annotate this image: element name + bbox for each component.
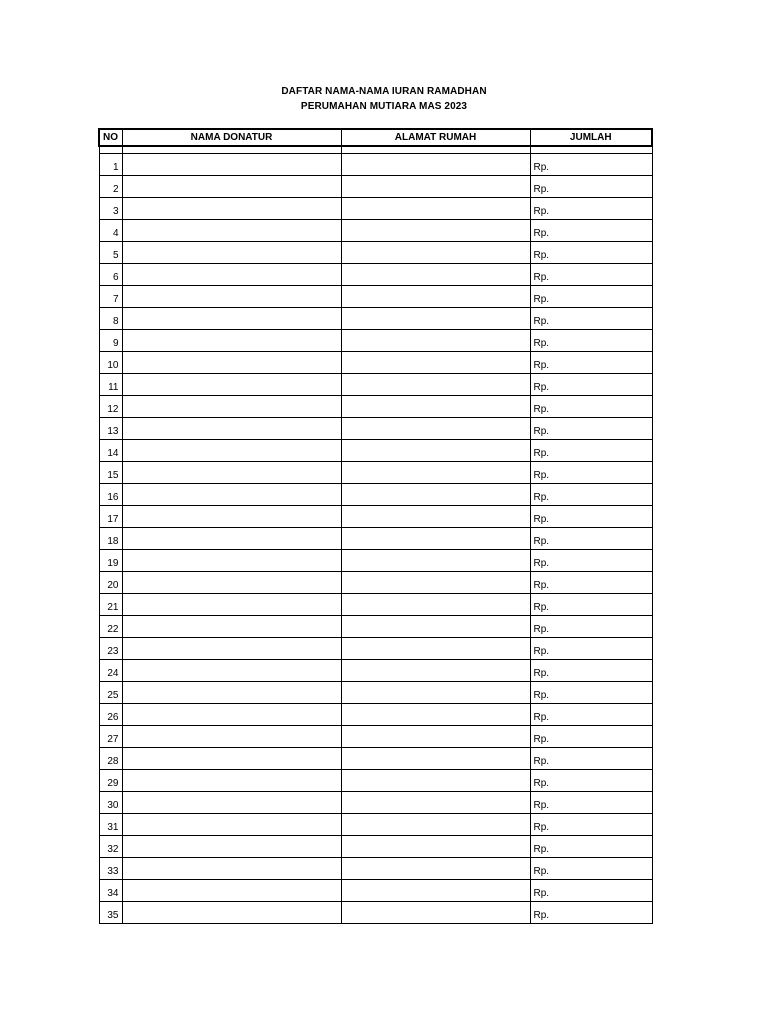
amount-cell[interactable]: Rp.	[530, 682, 652, 704]
amount-cell[interactable]: Rp.	[530, 902, 652, 924]
amount-cell[interactable]: Rp.	[530, 748, 652, 770]
table-row	[99, 528, 652, 550]
donor-name-cell[interactable]	[122, 154, 341, 176]
donor-name-cell[interactable]	[122, 308, 341, 330]
address-cell[interactable]	[341, 616, 530, 638]
address-cell[interactable]	[341, 682, 530, 704]
amount-cell[interactable]: Rp.	[530, 176, 652, 198]
spacer-cell	[122, 146, 341, 154]
amount-cell[interactable]: Rp.	[530, 154, 652, 176]
spacer-cell	[530, 146, 652, 154]
address-cell[interactable]	[341, 902, 530, 924]
amount-cell[interactable]: Rp.	[530, 726, 652, 748]
row-number: 11	[99, 374, 122, 396]
donor-name-cell[interactable]	[122, 528, 341, 550]
row-number: 10	[99, 352, 122, 374]
row-number: 16	[99, 484, 122, 506]
table-row	[99, 638, 652, 660]
amount-cell[interactable]: Rp.	[530, 220, 652, 242]
donor-name-cell[interactable]	[122, 374, 341, 396]
table-row	[99, 880, 652, 902]
table-body	[99, 146, 652, 924]
donor-name-cell[interactable]	[122, 440, 341, 462]
donor-name-cell[interactable]	[122, 726, 341, 748]
address-cell[interactable]	[341, 396, 530, 418]
donor-name-cell[interactable]	[122, 704, 341, 726]
address-cell[interactable]	[341, 880, 530, 902]
row-number: 19	[99, 550, 122, 572]
amount-cell[interactable]: Rp.	[530, 374, 652, 396]
column-header-alamat-rumah: ALAMAT RUMAH	[341, 129, 530, 146]
donor-name-cell[interactable]	[122, 858, 341, 880]
spacer-cell	[341, 146, 530, 154]
amount-cell[interactable]: Rp.	[530, 198, 652, 220]
donor-name-cell[interactable]	[122, 220, 341, 242]
table-row	[99, 198, 652, 220]
table-row	[99, 396, 652, 418]
row-number: 8	[99, 308, 122, 330]
address-cell[interactable]	[341, 638, 530, 660]
amount-cell[interactable]: Rp.	[530, 836, 652, 858]
amount-cell[interactable]: Rp.	[530, 352, 652, 374]
amount-cell[interactable]: Rp.	[530, 308, 652, 330]
address-cell[interactable]	[341, 176, 530, 198]
amount-cell[interactable]: Rp.	[530, 484, 652, 506]
donor-name-cell[interactable]	[122, 616, 341, 638]
amount-cell[interactable]: Rp.	[530, 638, 652, 660]
row-number: 4	[99, 220, 122, 242]
row-number: 2	[99, 176, 122, 198]
table-row	[99, 550, 652, 572]
address-cell[interactable]	[341, 440, 530, 462]
row-number: 7	[99, 286, 122, 308]
table-row	[99, 308, 652, 330]
amount-cell[interactable]: Rp.	[530, 594, 652, 616]
table-row	[99, 352, 652, 374]
amount-cell[interactable]: Rp.	[530, 770, 652, 792]
row-number: 33	[99, 858, 122, 880]
donor-name-cell[interactable]	[122, 792, 341, 814]
row-number: 3	[99, 198, 122, 220]
amount-cell[interactable]: Rp.	[530, 506, 652, 528]
amount-cell[interactable]: Rp.	[530, 286, 652, 308]
table-row	[99, 176, 652, 198]
table-row	[99, 484, 652, 506]
row-number: 6	[99, 264, 122, 286]
donor-name-cell[interactable]	[122, 748, 341, 770]
donor-name-cell[interactable]	[122, 242, 341, 264]
row-number: 26	[99, 704, 122, 726]
table-row	[99, 572, 652, 594]
address-cell[interactable]	[341, 704, 530, 726]
donor-name-cell[interactable]	[122, 198, 341, 220]
donor-name-cell[interactable]	[122, 286, 341, 308]
table-row	[99, 770, 652, 792]
address-cell[interactable]	[341, 242, 530, 264]
row-number: 20	[99, 572, 122, 594]
table-row	[99, 330, 652, 352]
amount-cell[interactable]: Rp.	[530, 858, 652, 880]
row-number: 25	[99, 682, 122, 704]
donor-name-cell[interactable]	[122, 484, 341, 506]
table-row	[99, 616, 652, 638]
table-row	[99, 814, 652, 836]
row-number: 34	[99, 880, 122, 902]
table-row	[99, 242, 652, 264]
table-row	[99, 286, 652, 308]
row-number: 1	[99, 154, 122, 176]
donor-name-cell[interactable]	[122, 660, 341, 682]
donor-name-cell[interactable]	[122, 418, 341, 440]
row-number: 27	[99, 726, 122, 748]
amount-cell[interactable]: Rp.	[530, 330, 652, 352]
donor-name-cell[interactable]	[122, 330, 341, 352]
amount-cell[interactable]: Rp.	[530, 880, 652, 902]
table-header-row	[99, 129, 652, 146]
address-cell[interactable]	[341, 836, 530, 858]
amount-cell[interactable]: Rp.	[530, 418, 652, 440]
amount-cell[interactable]: Rp.	[530, 242, 652, 264]
row-number: 9	[99, 330, 122, 352]
donor-name-cell[interactable]	[122, 396, 341, 418]
donor-name-cell[interactable]	[122, 902, 341, 924]
row-number: 30	[99, 792, 122, 814]
document-title: DAFTAR NAMA-NAMA IURAN RAMADHAN	[281, 86, 487, 97]
amount-cell[interactable]: Rp.	[530, 616, 652, 638]
address-cell[interactable]	[341, 308, 530, 330]
table-row	[99, 594, 652, 616]
table-row	[99, 726, 652, 748]
address-cell[interactable]	[341, 792, 530, 814]
address-cell[interactable]	[341, 528, 530, 550]
address-cell[interactable]	[341, 198, 530, 220]
address-cell[interactable]	[341, 418, 530, 440]
table-row	[99, 462, 652, 484]
table-row	[99, 858, 652, 880]
address-cell[interactable]	[341, 154, 530, 176]
row-number: 31	[99, 814, 122, 836]
row-number: 17	[99, 506, 122, 528]
address-cell[interactable]	[341, 506, 530, 528]
amount-cell[interactable]: Rp.	[530, 572, 652, 594]
donor-name-cell[interactable]	[122, 264, 341, 286]
row-number: 23	[99, 638, 122, 660]
donor-name-cell[interactable]	[122, 682, 341, 704]
donor-name-cell[interactable]	[122, 506, 341, 528]
address-cell[interactable]	[341, 352, 530, 374]
table-row	[99, 748, 652, 770]
address-cell[interactable]	[341, 770, 530, 792]
donor-name-cell[interactable]	[122, 550, 341, 572]
row-number: 22	[99, 616, 122, 638]
amount-cell[interactable]: Rp.	[530, 660, 652, 682]
table-row	[99, 682, 652, 704]
document-subtitle: PERUMAHAN MUTIARA MAS 2023	[300, 101, 468, 112]
table-row	[99, 264, 652, 286]
table-row	[99, 440, 652, 462]
amount-cell[interactable]: Rp.	[530, 550, 652, 572]
row-number: 5	[99, 242, 122, 264]
address-cell[interactable]	[341, 220, 530, 242]
donor-name-cell[interactable]	[122, 836, 341, 858]
table-row	[99, 154, 652, 176]
row-number: 28	[99, 748, 122, 770]
address-cell[interactable]	[341, 484, 530, 506]
table-row	[99, 704, 652, 726]
address-cell[interactable]	[341, 572, 530, 594]
donor-name-cell[interactable]	[122, 880, 341, 902]
amount-cell[interactable]: Rp.	[530, 462, 652, 484]
spacer-row	[99, 146, 652, 154]
row-number: 12	[99, 396, 122, 418]
amount-cell[interactable]: Rp.	[530, 396, 652, 418]
address-cell[interactable]	[341, 814, 530, 836]
address-cell[interactable]	[341, 748, 530, 770]
address-cell[interactable]	[341, 286, 530, 308]
amount-cell[interactable]: Rp.	[530, 704, 652, 726]
table-row	[99, 506, 652, 528]
donor-name-cell[interactable]	[122, 770, 341, 792]
address-cell[interactable]	[341, 594, 530, 616]
donor-name-cell[interactable]	[122, 352, 341, 374]
donor-name-cell[interactable]	[122, 176, 341, 198]
donor-name-cell[interactable]	[122, 638, 341, 660]
table-row	[99, 220, 652, 242]
column-header-no: NO	[99, 129, 122, 146]
address-cell[interactable]	[341, 462, 530, 484]
donor-name-cell[interactable]	[122, 594, 341, 616]
row-number: 24	[99, 660, 122, 682]
row-number: 13	[99, 418, 122, 440]
spacer-cell	[99, 146, 122, 154]
address-cell[interactable]	[341, 858, 530, 880]
donor-table	[98, 128, 653, 924]
amount-cell[interactable]: Rp.	[530, 814, 652, 836]
amount-cell[interactable]: Rp.	[530, 792, 652, 814]
address-cell[interactable]	[341, 330, 530, 352]
donor-name-cell[interactable]	[122, 572, 341, 594]
table-row	[99, 902, 652, 924]
row-number: 32	[99, 836, 122, 858]
table-row	[99, 374, 652, 396]
row-number: 14	[99, 440, 122, 462]
table-row	[99, 792, 652, 814]
amount-cell[interactable]: Rp.	[530, 264, 652, 286]
row-number: 21	[99, 594, 122, 616]
address-cell[interactable]	[341, 660, 530, 682]
document-header	[0, 84, 768, 114]
address-cell[interactable]	[341, 550, 530, 572]
row-number: 35	[99, 902, 122, 924]
row-number: 29	[99, 770, 122, 792]
column-header-nama-donatur: NAMA DONATUR	[122, 129, 341, 146]
donor-name-cell[interactable]	[122, 814, 341, 836]
address-cell[interactable]	[341, 726, 530, 748]
donor-name-cell[interactable]	[122, 462, 341, 484]
amount-cell[interactable]: Rp.	[530, 440, 652, 462]
table-row	[99, 418, 652, 440]
table-row	[99, 836, 652, 858]
row-number: 18	[99, 528, 122, 550]
address-cell[interactable]	[341, 374, 530, 396]
table-row	[99, 660, 652, 682]
column-header-jumlah: JUMLAH	[530, 129, 652, 146]
amount-cell[interactable]: Rp.	[530, 528, 652, 550]
row-number: 15	[99, 462, 122, 484]
address-cell[interactable]	[341, 264, 530, 286]
